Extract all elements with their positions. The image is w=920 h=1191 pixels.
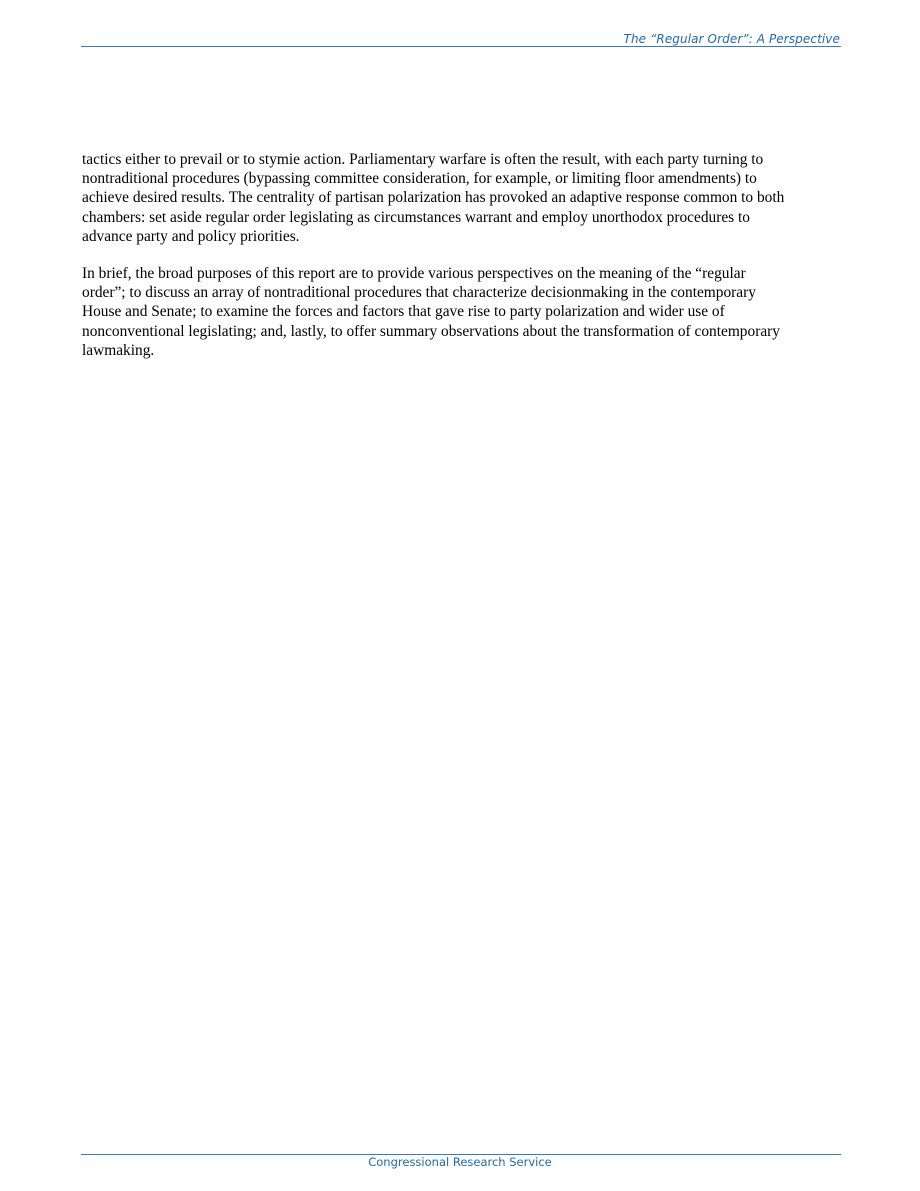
paragraph-line: nonconventional legislating; and, lastly, to offer summary observations about the transformation of contemporary xyxy=(82,322,780,340)
paragraph-line: chambers: set aside regular order legislating as circumstances warrant and employ unorthodox procedures to xyxy=(82,208,750,226)
paragraph-line: achieve desired results. The centrality of partisan polarization has provoked an adaptive response common to both xyxy=(82,189,785,207)
paragraph-line: nontraditional procedures (bypassing committee consideration, for example, or limiting floor amendments) to xyxy=(82,170,757,188)
paragraph-line: lawmaking. xyxy=(82,341,155,359)
paragraph-line: House and Senate; to examine the forces and factors that gave rise to party polarization and wider use of xyxy=(82,303,725,321)
paragraph-line: advance party and policy priorities. xyxy=(82,227,300,245)
header-divider xyxy=(81,46,841,47)
document-body xyxy=(82,150,844,378)
running-footer-label: Congressional Research Service xyxy=(368,1155,552,1169)
paragraph-2 xyxy=(82,264,844,360)
paragraph-line: tactics either to prevail or to stymie action. Parliamentary warfare is often the result, with each party turning to xyxy=(82,151,764,168)
paragraph-1 xyxy=(82,150,844,246)
running-header-title: The “Regular Order”: A Perspective xyxy=(623,32,840,46)
paragraph-line: In brief, the broad purposes of this report are to provide various perspectives on the meaning of the “regular xyxy=(82,265,746,283)
paragraph-line: order”; to discuss an array of nontraditional procedures that characterize decisionmaking in the contemporary xyxy=(82,284,756,302)
